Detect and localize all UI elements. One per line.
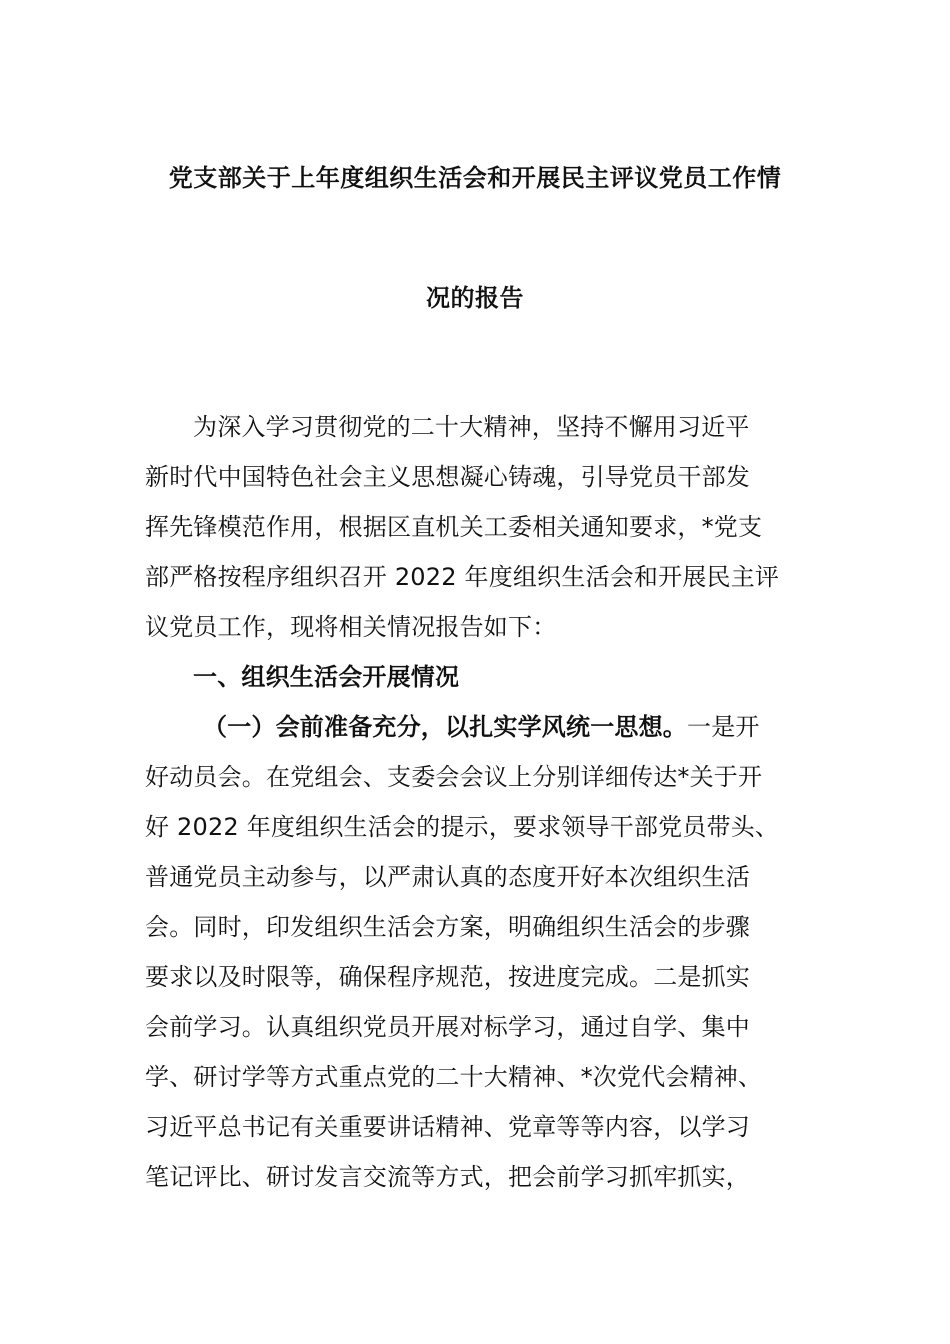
paragraph-line: 为深入学习贯彻党的二十大精神，坚持不懈用习近平	[193, 413, 750, 441]
subsection-heading: （一）会前准备充分，以扎实学风统一思想。	[203, 713, 687, 741]
paragraph-line: 会。同时，印发组织生活会方案，明确组织生活会的步骤	[145, 913, 750, 941]
subsection-first-line-tail: 一是开	[687, 713, 760, 741]
paragraph-line: 笔记评比、研讨发言交流等方式，把会前学习抓牢抓实，	[145, 1163, 750, 1191]
section-heading: 一、组织生活会开展情况	[193, 663, 460, 691]
paragraph-line: 学、研讨学等方式重点党的二十大精神、*次党代会精神、	[145, 1063, 763, 1091]
document-body	[145, 402, 807, 1202]
document-title-line-2: 况的报告	[426, 284, 524, 312]
paragraph-line: 好动员会。在党组会、支委会会议上分别详细传达*关于开	[145, 763, 763, 791]
paragraph-line: 新时代中国特色社会主义思想凝心铸魂，引导党员干部发	[145, 463, 750, 491]
paragraph-line: 会前学习。认真组织党员开展对标学习，通过自学、集中	[145, 1013, 750, 1041]
paragraph-line: 好 2022 年度组织生活会的提示，要求领导干部党员带头、	[145, 813, 780, 841]
paragraph-line: 普通党员主动参与，以严肃认真的态度开好本次组织生活	[145, 863, 750, 891]
paragraph-line: 部严格按程序组织召开 2022 年度组织生活会和开展民主评	[145, 563, 780, 591]
paragraph-line: 议党员工作，现将相关情况报告如下：	[145, 613, 557, 641]
paragraph-line: 要求以及时限等，确保程序规范，按进度完成。二是抓实	[145, 963, 750, 991]
paragraph-line: 挥先锋模范作用，根据区直机关工委相关通知要求，*党支	[145, 513, 763, 541]
document-title-line-1: 党支部关于上年度组织生活会和开展民主评议党员工作情	[168, 164, 782, 192]
paragraph-line: 习近平总书记有关重要讲话精神、党章等等内容，以学习	[145, 1113, 750, 1141]
subsection-first-line	[145, 702, 807, 752]
